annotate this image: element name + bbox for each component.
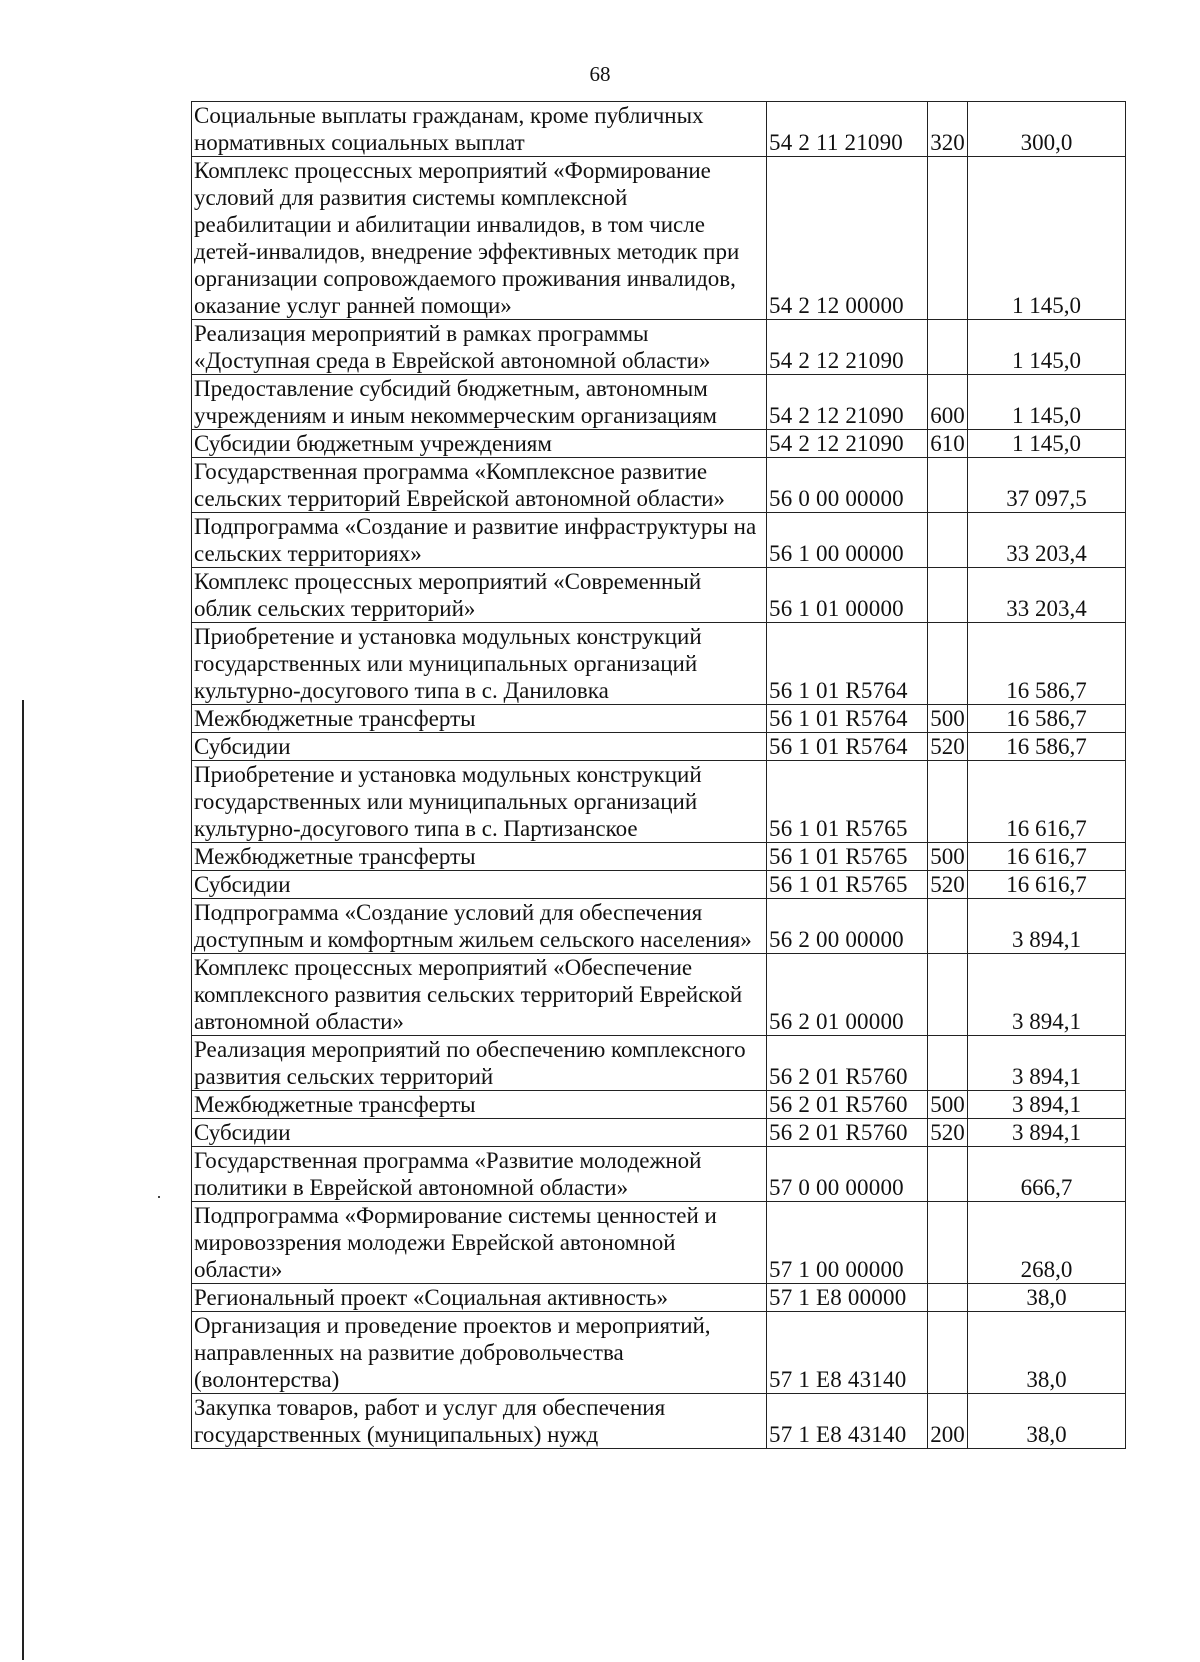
row-code-cell: 56 1 01 R5765	[767, 761, 928, 843]
row-sum-cell: 268,0	[968, 1202, 1126, 1284]
table-row	[192, 1036, 1126, 1091]
row-expense-type-cell: 520	[928, 1119, 968, 1147]
row-name-cell: Региональный проект «Социальная активность»	[192, 1284, 767, 1312]
row-sum-cell: 300,0	[968, 102, 1126, 157]
row-expense-type-cell	[928, 568, 968, 623]
row-sum-cell: 16 586,7	[968, 623, 1126, 705]
table-row	[192, 568, 1126, 623]
table-row	[192, 843, 1126, 871]
row-code-cell: 54 2 11 21090	[767, 102, 928, 157]
row-code-cell: 56 0 00 00000	[767, 458, 928, 513]
row-name-cell: Реализация мероприятий в рамках программы «Доступная среда в Еврейской автономной области»	[192, 320, 767, 375]
table-row	[192, 899, 1126, 954]
row-expense-type-cell: 610	[928, 430, 968, 458]
row-code-cell: 56 1 01 R5764	[767, 623, 928, 705]
row-code-cell: 57 1 E8 43140	[767, 1312, 928, 1394]
row-code-cell: 54 2 12 21090	[767, 320, 928, 375]
table-row	[192, 458, 1126, 513]
budget-table-body	[192, 102, 1126, 1449]
row-expense-type-cell	[928, 320, 968, 375]
row-expense-type-cell	[928, 513, 968, 568]
row-expense-type-cell: 520	[928, 871, 968, 899]
table-row	[192, 320, 1126, 375]
scan-edge-line	[22, 700, 24, 1660]
page-number: 68	[589, 62, 611, 86]
row-name-cell: Субсидии бюджетным учреждениям	[192, 430, 767, 458]
row-sum-cell: 16 586,7	[968, 733, 1126, 761]
row-code-cell: 54 2 12 00000	[767, 157, 928, 320]
table-row	[192, 1147, 1126, 1202]
row-sum-cell: 33 203,4	[968, 568, 1126, 623]
row-code-cell: 54 2 12 21090	[767, 430, 928, 458]
row-code-cell: 56 1 01 R5765	[767, 871, 928, 899]
row-sum-cell: 38,0	[968, 1394, 1126, 1449]
row-code-cell: 57 1 E8 43140	[767, 1394, 928, 1449]
row-name-cell: Субсидии	[192, 1119, 767, 1147]
row-code-cell: 57 0 00 00000	[767, 1147, 928, 1202]
row-name-cell: Государственная программа «Развитие молодежной политики в Еврейской автономной области»	[192, 1147, 767, 1202]
row-name-cell: Межбюджетные трансферты	[192, 1091, 767, 1119]
row-name-cell: Государственная программа «Комплексное развитие сельских территорий Еврейской автономной области»	[192, 458, 767, 513]
row-name-cell: Комплекс процессных мероприятий «Формирование условий для развития системы комплексной реабилитации и абилитации инвалидов, в том числе детей-инвалидов, внедрение эффективных методик при организации сопровождаемого проживания инвалидов, оказание услуг ранней помощи»	[192, 157, 767, 320]
row-name-cell: Межбюджетные трансферты	[192, 843, 767, 871]
row-sum-cell: 33 203,4	[968, 513, 1126, 568]
table-row	[192, 871, 1126, 899]
row-expense-type-cell	[928, 1312, 968, 1394]
row-expense-type-cell	[928, 1147, 968, 1202]
table-row	[192, 375, 1126, 430]
row-code-cell: 56 2 01 R5760	[767, 1119, 928, 1147]
row-name-cell: Реализация мероприятий по обеспечению комплексного развития сельских территорий	[192, 1036, 767, 1091]
row-code-cell: 56 2 00 00000	[767, 899, 928, 954]
row-name-cell: Предоставление субсидий бюджетным, автономным учреждениям и иным некоммерческим организациям	[192, 375, 767, 430]
row-name-cell: Закупка товаров, работ и услуг для обеспечения государственных (муниципальных) нужд	[192, 1394, 767, 1449]
row-name-cell: Подпрограмма «Формирование системы ценностей и мировоззрения молодежи Еврейской автономной области»	[192, 1202, 767, 1284]
row-expense-type-cell	[928, 157, 968, 320]
table-row	[192, 513, 1126, 568]
table-row	[192, 623, 1126, 705]
row-code-cell: 56 2 01 R5760	[767, 1091, 928, 1119]
row-sum-cell: 16 616,7	[968, 871, 1126, 899]
row-name-cell: Приобретение и установка модульных конструкций государственных или муниципальных организаций культурно-досугового типа в с. Даниловка	[192, 623, 767, 705]
row-name-cell: Субсидии	[192, 871, 767, 899]
row-sum-cell: 1 145,0	[968, 375, 1126, 430]
row-code-cell: 56 2 01 00000	[767, 954, 928, 1036]
row-sum-cell: 3 894,1	[968, 1119, 1126, 1147]
table-row	[192, 733, 1126, 761]
row-sum-cell: 16 616,7	[968, 761, 1126, 843]
table-row	[192, 1312, 1126, 1394]
row-name-cell: Субсидии	[192, 733, 767, 761]
row-name-cell: Подпрограмма «Создание условий для обеспечения доступным и комфортным жильем сельского населения»	[192, 899, 767, 954]
table-row	[192, 1091, 1126, 1119]
table-row	[192, 102, 1126, 157]
row-expense-type-cell: 200	[928, 1394, 968, 1449]
row-name-cell: Комплекс процессных мероприятий «Обеспечение комплексного развития сельских территорий Еврейской автономной области»	[192, 954, 767, 1036]
row-expense-type-cell	[928, 623, 968, 705]
row-expense-type-cell	[928, 1202, 968, 1284]
row-sum-cell: 1 145,0	[968, 320, 1126, 375]
row-name-cell: Межбюджетные трансферты	[192, 705, 767, 733]
row-sum-cell: 3 894,1	[968, 1036, 1126, 1091]
row-name-cell: Организация и проведение проектов и мероприятий, направленных на развитие добровольчества (волонтерства)	[192, 1312, 767, 1394]
row-code-cell: 56 1 01 00000	[767, 568, 928, 623]
row-sum-cell: 3 894,1	[968, 899, 1126, 954]
row-sum-cell: 16 586,7	[968, 705, 1126, 733]
row-sum-cell: 1 145,0	[968, 157, 1126, 320]
row-code-cell: 56 1 01 R5764	[767, 705, 928, 733]
row-expense-type-cell	[928, 954, 968, 1036]
row-sum-cell: 3 894,1	[968, 954, 1126, 1036]
table-row	[192, 1284, 1126, 1312]
row-expense-type-cell	[928, 1036, 968, 1091]
row-expense-type-cell	[928, 1284, 968, 1312]
table-row	[192, 705, 1126, 733]
row-expense-type-cell: 500	[928, 843, 968, 871]
row-sum-cell: 38,0	[968, 1312, 1126, 1394]
table-row	[192, 1119, 1126, 1147]
table-row	[192, 157, 1126, 320]
table-row	[192, 1394, 1126, 1449]
row-expense-type-cell: 320	[928, 102, 968, 157]
row-sum-cell: 16 616,7	[968, 843, 1126, 871]
row-expense-type-cell: 500	[928, 705, 968, 733]
row-code-cell: 56 1 01 R5765	[767, 843, 928, 871]
scan-speck	[158, 1196, 160, 1198]
row-expense-type-cell	[928, 458, 968, 513]
row-sum-cell: 38,0	[968, 1284, 1126, 1312]
row-expense-type-cell: 520	[928, 733, 968, 761]
row-expense-type-cell: 500	[928, 1091, 968, 1119]
row-code-cell: 54 2 12 21090	[767, 375, 928, 430]
table-row	[192, 954, 1126, 1036]
row-name-cell: Комплекс процессных мероприятий «Современный облик сельских территорий»	[192, 568, 767, 623]
table-row	[192, 761, 1126, 843]
row-sum-cell: 666,7	[968, 1147, 1126, 1202]
row-name-cell: Социальные выплаты гражданам, кроме публичных нормативных социальных выплат	[192, 102, 767, 157]
row-sum-cell: 37 097,5	[968, 458, 1126, 513]
row-code-cell: 57 1 E8 00000	[767, 1284, 928, 1312]
row-code-cell: 56 2 01 R5760	[767, 1036, 928, 1091]
row-expense-type-cell: 600	[928, 375, 968, 430]
table-row	[192, 430, 1126, 458]
row-expense-type-cell	[928, 899, 968, 954]
budget-table	[191, 101, 1126, 1449]
row-name-cell: Подпрограмма «Создание и развитие инфраструктуры на сельских территориях»	[192, 513, 767, 568]
row-sum-cell: 3 894,1	[968, 1091, 1126, 1119]
row-sum-cell: 1 145,0	[968, 430, 1126, 458]
row-expense-type-cell	[928, 761, 968, 843]
row-code-cell: 56 1 01 R5764	[767, 733, 928, 761]
row-code-cell: 57 1 00 00000	[767, 1202, 928, 1284]
row-code-cell: 56 1 00 00000	[767, 513, 928, 568]
table-row	[192, 1202, 1126, 1284]
row-name-cell: Приобретение и установка модульных конструкций государственных или муниципальных организаций культурно-досугового типа в с. Партизанское	[192, 761, 767, 843]
